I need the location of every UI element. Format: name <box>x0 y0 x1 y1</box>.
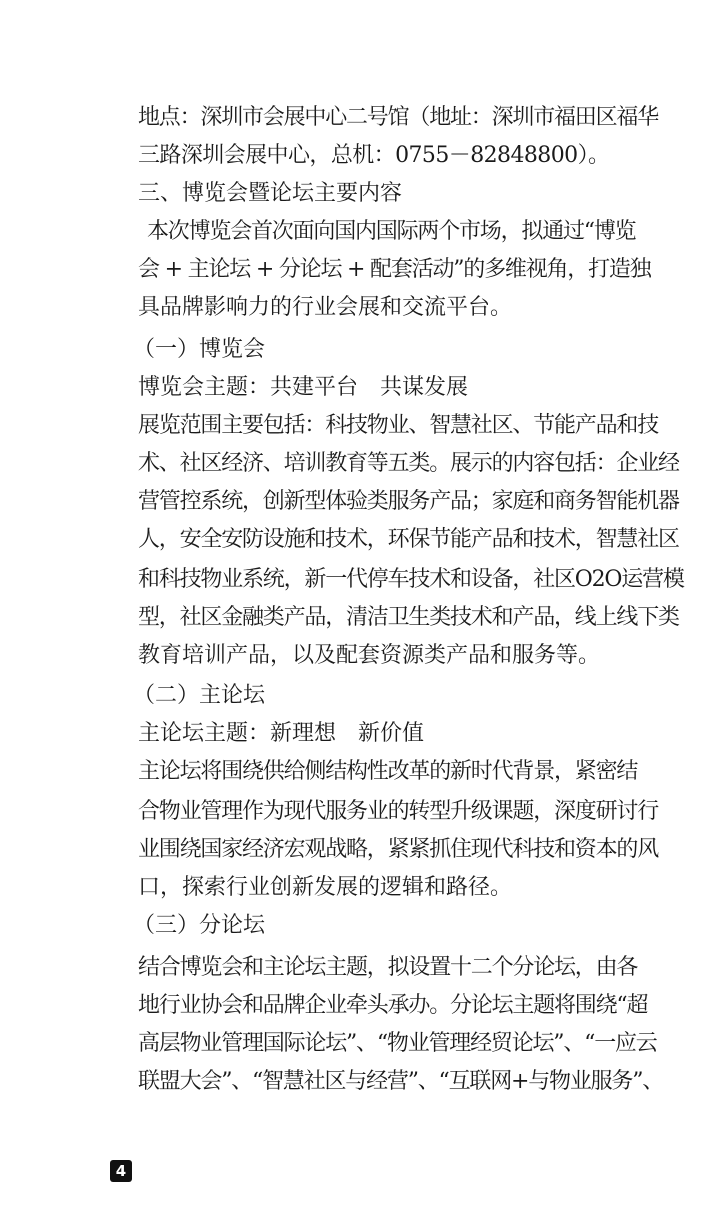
text-line: 合物业管理作为现代服务业的转型升级课题，深度研讨行 <box>138 799 659 824</box>
text-line: 型，社区金融类产品，清洁卫生类技术和产品，线上线下类 <box>138 605 679 630</box>
text-line: 高层物业管理国际论坛”、“物业管理经贸论坛”、“一应云 <box>138 1031 657 1056</box>
text-line: 口，探索行业创新发展的逻辑和路径。 <box>138 875 513 900</box>
text-line: 主论坛主题：新理想 新价值 <box>138 721 425 746</box>
text-line: 人，安全安防设施和技术，环保节能产品和技术，智慧社区 <box>138 527 679 552</box>
text-line: 业围绕国家经济宏观战略，紧紧抓住现代科技和资本的风 <box>138 837 659 862</box>
text-line: 和科技物业系统，新一代停车技术和设备，社区O2O运营模 <box>138 567 684 592</box>
subsection-heading: （二）主论坛 <box>133 683 266 708</box>
text-line: 展览范围主要包括：科技物业、智慧社区、节能产品和技 <box>138 413 659 438</box>
text-line: 地点：深圳市会展中心二号馆（地址：深圳市福田区福华 <box>138 105 659 130</box>
text-line: 教育培训产品，以及配套资源类产品和服务等。 <box>138 643 601 668</box>
text-line: 术、社区经济、培训教育等五类。展示的内容包括：企业经 <box>138 451 679 476</box>
text-line: 本次博览会首次面向国内国际两个市场，拟通过“博览 <box>147 219 636 244</box>
text-line: 地行业协会和品牌企业牵头承办。分论坛主题将围绕“超 <box>138 993 648 1018</box>
section-heading: 三、博览会暨论坛主要内容 <box>138 181 403 206</box>
subsection-heading: （一）博览会 <box>133 337 266 362</box>
text-line: 主论坛将围绕供给侧结构性改革的新时代背景，紧密结 <box>138 759 638 784</box>
text-line: 会 + 主论坛 + 分论坛 + 配套活动”的多维视角，打造独 <box>138 257 651 282</box>
text-line: 联盟大会”、“智慧社区与经营”、“互联网+与物业服务”、 <box>138 1069 664 1094</box>
text-line: 营管控系统，创新型体验类服务产品；家庭和商务智能机器 <box>138 489 679 514</box>
subsection-heading: （三）分论坛 <box>133 913 266 938</box>
text-line: 具品牌影响力的行业会展和交流平台。 <box>138 295 513 320</box>
text-line: 结合博览会和主论坛主题，拟设置十二个分论坛，由各 <box>138 955 638 980</box>
page-number: 4 <box>110 1160 132 1182</box>
text-line: 三路深圳会展中心，总机：0755－82848800）。 <box>138 143 610 168</box>
text-line: 博览会主题：共建平台 共谋发展 <box>138 375 469 400</box>
